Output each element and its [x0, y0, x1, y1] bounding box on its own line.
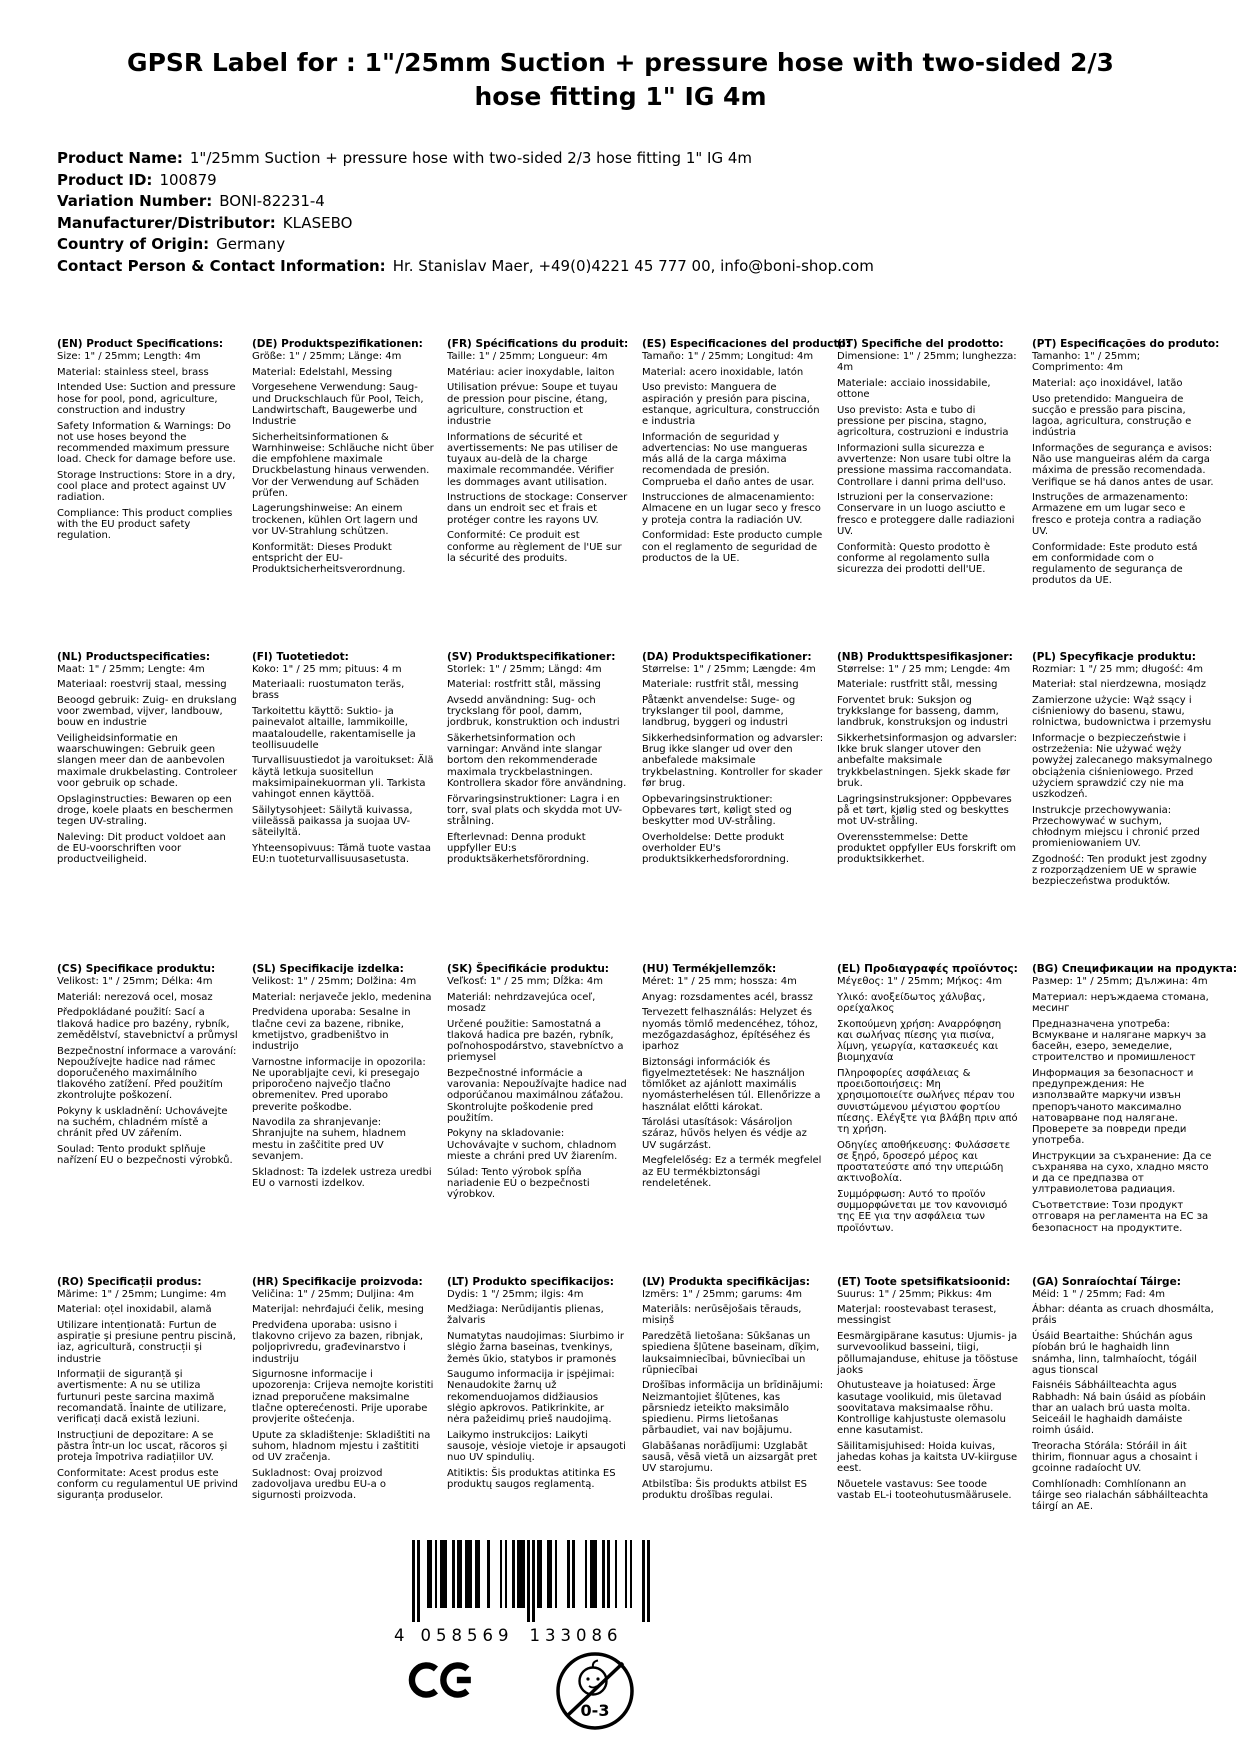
spec-paragraph: Koko: 1" / 25 mm; pituus: 4 m [252, 663, 402, 675]
ce-mark-icon [408, 1658, 472, 1706]
spec-paragraph: Pokyny na skladovanie: Uchovávajte v suchom, chladnom mieste a chráni pred UV žiarením. [447, 1128, 618, 1162]
spec-paragraph: Sigurnosne informacije i upozorenja: Crijeva nemojte koristiti iznad preporučene maksimalne tlačne opterećenosti. Prije uporabe provjerite oštećenja. [252, 1369, 434, 1426]
product-info [57, 148, 874, 277]
spec-paragraph: Ábhar: déanta as cruach dhosmálta, práis [1032, 1304, 1214, 1327]
spec-paragraph: Größe: 1" / 25mm; Länge: 4m [252, 351, 402, 362]
spec-paragraph: Predviđena uporaba: usisno i tlakovno crijevo za bazen, ribnjak, poljoprivredu, građevinarstvo i industriju [252, 1319, 424, 1365]
spec-heading: (EL) Προδιαγραφές προϊόντος: [837, 963, 1018, 975]
spec-paragraph: Información de seguridad y advertencias: No use mangueras más allá de la carga máxima recomendada de presión. Comprueba el daño antes de usar. [642, 431, 815, 488]
spec-paragraph: Uso previsto: Manguera de aspiración y presión para piscina, estanque, agricultura, construcción e industria [642, 382, 820, 428]
spec-paragraph: Méid: 1 " / 25mm; Fad: 4m [1032, 1288, 1166, 1300]
product-info-value: BONI-82231-4 [219, 192, 325, 210]
barcode-bar [647, 1540, 650, 1622]
spec-paragraph: Предназначена употреба: Всмукване и налягане маркуч за басейн, езеро, земеделие, строителство и промишленост [1032, 1018, 1207, 1064]
spec-paragraph: Glabāšanas norādījumi: Uzglabāt sausā, vēsā vietā un aizsargāt pret UV starojumu. [642, 1440, 818, 1475]
spec-paragraph: Yhteensopivuus: Tämä tuote vastaa EU:n tuoteturvallisuusasetusta. [252, 842, 431, 866]
spec-paragraph: Súlad: Tento výrobok spĺňa nariadenie EÚ o bezpečnosti výrobkov. [447, 1166, 590, 1200]
spec-paragraph: Úsáid Beartaithe: Shúchán agus píobán brú le haghaidh linn snámha, linn, talmhaíocht, tógáil agus tionscal [1032, 1331, 1197, 1376]
spec-heading: (CS) Specifikace produktu: [57, 963, 216, 975]
spec-paragraph: Lagringsinstruksjoner: Oppbevares på et tørt, kjølig sted og beskyttes mot UV-stråling. [837, 793, 1012, 827]
spec-paragraph: Opbevaringsinstruktioner: Opbevares tørt, køligt sted og beskytter mod UV-stråling. [642, 793, 792, 827]
spec-paragraph: Tervezett felhasználás: Helyzet és nyomás tömlő medencéhez, tóhoz, mezőgazdasághoz, építéséhez és iparhoz [642, 1007, 818, 1053]
barcode-digits [394, 1626, 674, 1645]
spec-paragraph: Opslaginstructies: Bewaren op een droge, koele plaats en beschermen tegen UV-straling. [57, 793, 234, 827]
spec-paragraph: Compliance: This product complies with the EU product safety regulation. [57, 507, 233, 542]
spec-paragraph: Bezpečnostní informace a varování: Nepoužívejte hadice nad rámec doporučeného maximálního tlakového zatížení. Před použitím zkontrolujte poškození. [57, 1045, 237, 1102]
spec-paragraph: Informações de segurança e avisos: Não use mangueiras além da carga máxima de pressão recomendada. Verifique se há danos antes de usar. [1032, 442, 1214, 488]
spec-paragraph: Upute za skladištenje: Skladištiti na suhom, hladnom mjestu i zaštititi od UV zračenja. [252, 1429, 431, 1464]
spec-paragraph: Veiligheidsinformatie en waarschuwingen: Gebruik geen slangen meer dan de aanbevolen maximale drukbelasting. Controleer voor gebruik op schade. [57, 733, 238, 789]
spec-heading: (SK) Špecifikácie produktu: [447, 963, 610, 975]
spec-paragraph: Turvallisuustiedot ja varoitukset: Älä käytä letkuja suositellun maksimipainekuorman yli. Tarkista vahingot ennen käyttöä. [252, 755, 434, 801]
spec-paragraph: Treoracha Stórála: Stóráil in áit thirim, fionnuar agus a chosaint i gcoinne radaíocht UV. [1032, 1440, 1198, 1475]
spec-paragraph: Sukladnost: Ovaj proizvod zadovoljava uredbu EU-a o sigurnosti proizvoda. [252, 1467, 387, 1502]
spec-paragraph: Vorgesehene Verwendung: Saug- und Druckschlauch für Pool, Teich, Landwirtschaft, Baugewerbe und Industrie [252, 382, 424, 428]
spec-paragraph: Zgodność: Ten produkt jest zgodny z rozporządzeniem UE w sprawie bezpieczeństwa produktów. [1032, 854, 1207, 888]
spec-paragraph: Laikymo instrukcijos: Laikyti sausoje, vėsioje vietoje ir apsaugoti nuo UV spindulių. [447, 1429, 626, 1464]
spec-heading: (FR) Spécifications du produit: [447, 338, 629, 350]
spec-paragraph: Předpokládané použití: Sací a tlaková hadice pro bazény, rybník, zemědělství, stavebnictví a průmysl [57, 1007, 238, 1041]
barcode-digits-right-group: 133086 [529, 1626, 623, 1645]
spec-paragraph: Dydis: 1 "/ 25mm; ilgis: 4m [447, 1288, 584, 1300]
spec-block-it [837, 338, 1032, 651]
spec-paragraph: Efterlevnad: Denna produkt uppfyller EU:s produktsäkerhetsförordning. [447, 831, 590, 866]
spec-paragraph: Taille: 1" / 25mm; Longueur: 4m [447, 351, 608, 362]
spec-heading: (ES) Especificaciones del producto: [642, 338, 850, 350]
spec-block-fi [252, 651, 447, 964]
age-warning-0-3-icon [554, 1650, 636, 1736]
spec-paragraph: Размер: 1" / 25mm; Дължина: 4m [1032, 976, 1208, 987]
product-info-label: Product ID: [57, 170, 153, 189]
spec-paragraph: Säilitamisjuhised: Hoida kuivas, jahedas kohas ja kaitsta UV-kiirguse eest. [837, 1440, 1018, 1475]
spec-block-ga [1032, 1276, 1227, 1589]
spec-paragraph: Ohutusteave ja hoiatused: Ärge kasutage voolikuid, mis ületavad soovitatava maksimaalse rõhu. Kontrollige kahjustuste olemasolu enne kasutamist. [837, 1380, 1006, 1437]
spec-paragraph: Konformität: Dieses Produkt entspricht der EU-Produktsicherheitsverordnung. [252, 541, 406, 575]
spec-block-fr [447, 338, 642, 651]
spec-heading: (NL) Productspecificaties: [57, 650, 211, 663]
spec-heading: (SV) Produktspecifikationer: [447, 650, 616, 663]
spec-paragraph: Conformidade: Este produto está em conformidade com o regulamento de segurança de produtos da UE. [1032, 541, 1198, 587]
spec-heading: (RO) Specificații produs: [57, 1275, 202, 1288]
spec-paragraph: Informacje o bezpieczeństwie i ostrzeżenia: Nie używać węży powyżej zalecanego maksymalnego obciążenia ciśnieniowego. Przed użyciem sprawdzić czy nie ma uszkodzeń. [1032, 733, 1213, 801]
spec-paragraph: Material: oțel inoxidabil, alamă [57, 1304, 212, 1316]
spec-paragraph: Navodila za shranjevanje: Shranjujte na suhem, hladnem mestu in zaščitite pred UV sevanjem. [252, 1117, 407, 1162]
spec-block-ro [57, 1276, 252, 1589]
spec-block-pt [1032, 338, 1227, 651]
spec-paragraph: Atitiktis: Šis produktas atitinka ES produktų saugos reglamentą. [447, 1467, 616, 1491]
spec-paragraph: Suurus: 1" / 25mm; Pikkus: 4m [837, 1288, 992, 1300]
spec-heading: (FI) Tuotetiedot: [252, 650, 349, 663]
spec-paragraph: Uso pretendido: Mangueira de sucção e pressão para piscina, lagoa, agricultura, construção e indústria [1032, 393, 1192, 439]
spec-paragraph: Overholdelse: Dette produkt overholder EU's produktsikkerhedsforordning. [642, 831, 790, 866]
spec-paragraph: Pokyny k uskladnění: Uchovávejte na suchém, chladném místě a chránit před UV zářením. [57, 1106, 228, 1140]
spec-paragraph: Materjal: roostevabast terasest, messingist [837, 1304, 997, 1327]
spec-heading: (IT) Specifiche del prodotto: [837, 338, 1004, 350]
spec-paragraph: Påtænkt anvendelse: Suge- og trykslanger til pool, damme, landbrug, byggeri og industri [642, 694, 796, 729]
spec-paragraph: Materiaal: roestvrij staal, messing [57, 679, 227, 691]
spec-heading: (EN) Product Specifications: [57, 338, 224, 350]
product-info-row [57, 170, 874, 192]
spec-paragraph: Storlek: 1" / 25mm; Längd: 4m [447, 663, 602, 675]
spec-paragraph: Material: Edelstahl, Messing [252, 366, 393, 378]
spec-paragraph: Velikost: 1" / 25mm; Délka: 4m [57, 976, 213, 987]
spec-paragraph: Instructions de stockage: Conserver dans un endroit sec et frais et protéger contre les rayons UV. [447, 492, 628, 526]
spec-paragraph: Určené použitie: Samostatná a tlaková hadica pre bazén, rybník, poľnohospodárstvo, stavebníctvo a priemysel [447, 1018, 624, 1064]
spec-paragraph: Instruções de armazenamento: Armazene em um lugar seco e fresco e proteja contra a radiação UV. [1032, 492, 1202, 537]
spec-block-bg [1032, 963, 1238, 1276]
spec-paragraph: Säilytysohjeet: Säilytä kuivassa, viileässä paikassa ja suojaa UV-säteilyltä. [252, 804, 413, 839]
spec-heading: (PT) Especificações do produto: [1032, 338, 1220, 350]
spec-paragraph: Instrukcje przechowywania: Przechowywać w suchym, chłodnym miejscu i chronić przed promieniowaniem UV. [1032, 804, 1200, 850]
spec-paragraph: Medžiaga: Nerūdijantis plienas, žalvaris [447, 1304, 604, 1327]
spec-block-de [252, 338, 447, 651]
spec-block-pl [1032, 651, 1227, 964]
page-title-text: GPSR Label for : 1"/25mm Suction + pressure hose with two-sided 2/3 hose fitting 1" IG 4m [127, 48, 1114, 111]
spec-block-cs [57, 963, 252, 1276]
product-info-value: KLASEBO [282, 213, 353, 232]
spec-paragraph: Sikkerhetsinformasjon og advarsler: Ikke bruk slanger utover den anbefalte maksimale trykkbelastningen. Sjekk skade før bruk. [837, 733, 1017, 789]
spec-paragraph: Storage Instructions: Store in a dry, cool place and protect against UV radiation. [57, 469, 236, 504]
spec-block-nl [57, 651, 252, 964]
specs-grid [57, 338, 1238, 1588]
spec-paragraph: Material: aço inoxidável, latão [1032, 377, 1183, 389]
spec-paragraph: Eesmärgipärane kasutus: Ujumis- ja survevoolikud basseini, tiigi, põllumajanduse, ehituse ja tööstuse jaoks [837, 1331, 1019, 1376]
spec-heading: (PL) Specyfikacje produktu: [1032, 650, 1196, 663]
product-info-label: Manufacturer/Distributor: [57, 213, 276, 232]
product-info-label: Contact Person & Contact Information: [57, 256, 386, 275]
spec-heading: (LT) Produkto specifikacijos: [447, 1275, 614, 1288]
spec-paragraph: Informazioni sulla sicurezza e avvertenze: Non usare tubi oltre la pressione massima raccomandata. Controllare i danni prima dell'uso. [837, 442, 1012, 488]
spec-paragraph: Size: 1" / 25mm; Length: 4m [57, 351, 201, 362]
spec-paragraph: Istruzioni per la conservazione: Conservare in un luogo asciutto e fresco e proteggere dalle radiazioni UV. [837, 492, 1015, 537]
spec-paragraph: Nõuetele vastavus: See toode vastab EL-i tooteohutusmäärusele. [837, 1479, 1012, 1502]
spec-block-en [57, 338, 252, 651]
spec-paragraph: Materiál: nehrdzavejúca oceľ, mosadz [447, 991, 596, 1014]
spec-paragraph: Anyag: rozsdamentes acél, brassz [642, 991, 813, 1003]
product-info-value: 100879 [159, 170, 217, 189]
spec-block-hu [642, 963, 837, 1276]
spec-paragraph: Safety Information & Warnings: Do not use hoses beyond the recommended maximum pressure load. Check for damage before use. [57, 420, 236, 466]
spec-block-es [642, 338, 850, 651]
spec-paragraph: Instrucțiuni de depozitare: A se păstra într-un loc uscat, răcoros și proteja împotriva radiațiilor UV. [57, 1429, 228, 1464]
spec-paragraph: Informații de siguranță și avertismente: A nu se utiliza furtunuri peste sarcina maximă recomandată. Înainte de utilizare, verificați dacă există leziuni. [57, 1369, 227, 1426]
spec-paragraph: Tarkoitettu käyttö: Suktio- ja painevalot altaille, lammikoille, maataloudelle, rakentamiselle ja teollisuudelle [252, 706, 416, 751]
spec-paragraph: Informations de sécurité et avertissements: Ne pas utiliser de tuyaux au-delà de la charge maximale recommandée. Vérifier les dommages avant utilisation. [447, 431, 618, 488]
spec-paragraph: Tamaño: 1" / 25mm; Longitud: 4m [642, 351, 814, 362]
spec-paragraph: Numatytas naudojimas: Siurbimo ir slėgio žarna baseinas, tvenkinys, žemės ūkio, statybos ir pramonės [447, 1331, 625, 1365]
spec-paragraph: Faisnéis Sábháilteachta agus Rabhadh: Ná bain úsáid as píobáin thar an ualach brú uasta molta. Seiceáil le haghaidh damáiste roimh úsáid. [1032, 1380, 1206, 1437]
product-info-label: Variation Number: [57, 192, 213, 210]
spec-paragraph: Instrucciones de almacenamiento: Almacene en un lugar seco y fresco y proteja contra la radiación UV. [642, 492, 821, 526]
spec-paragraph: Uso previsto: Asta e tubo di pressione per piscina, stagno, agricoltura, costruzioni e industria [837, 404, 1009, 439]
spec-paragraph: Tamanho: 1" / 25mm; Comprimento: 4m [1032, 351, 1141, 374]
barcode-digits-left-group: 058569 [420, 1626, 514, 1645]
spec-paragraph: Πληροφορίες ασφάλειας & προειδοποιήσεις: Μη χρησιμοποιείτε σωλήνες πέραν του συνιστώμενου μέγιστου φορτίου πίεσης. Ελέγξτε για βλάβη πριν από τη χρήση. [837, 1067, 1018, 1135]
spec-paragraph: Soulad: Tento produkt splňuje nařízení EU o bezpečnosti výrobků. [57, 1144, 233, 1167]
spec-paragraph: Dimensione: 1" / 25mm; lunghezza: 4m [837, 351, 1017, 374]
spec-paragraph: Velikost: 1" / 25mm; Dolžina: 4m [252, 976, 417, 987]
spec-paragraph: Størrelse: 1" / 25mm; Længde: 4m [642, 663, 816, 675]
spec-paragraph: Σκοπούμενη χρήση: Αναρρόφηση και σωλήνας πίεσης για πισίνα, λίμνη, γεωργία, κατασκευές και βιομηχανία [837, 1018, 1002, 1064]
product-info-row [57, 191, 874, 213]
spec-paragraph: Biztonsági információk és figyelmeztetések: Ne használjon tömlőket az ajánlott maximális nyomásterhelésen túl. Ellenőrizze a használat előtti károkat. [642, 1056, 821, 1113]
product-info-label: Product Name: [57, 149, 183, 167]
spec-heading: (DE) Produktspezifikationen: [252, 338, 423, 350]
spec-block-da [642, 651, 837, 964]
product-info-row [57, 148, 874, 170]
spec-block-lv [642, 1276, 837, 1589]
spec-paragraph: Conformidad: Este producto cumple con el reglamento de seguridad de productos de la UE. [642, 530, 823, 564]
spec-paragraph: Bezpečnostné informácie a varovania: Nepoužívajte hadice nad odporúčanou maximálnou záťažou. Skontrolujte poškodenie pred použitím. [447, 1067, 627, 1124]
spec-paragraph: Materiał: stal nierdzewna, mosiądz [1032, 679, 1206, 691]
spec-paragraph: Инструкции за съхранение: Да се съхранява на сухо, хладно място и да се предпазва от ултравиолетова радиация. [1032, 1150, 1212, 1196]
product-info-value: 1"/25mm Suction + pressure hose with two-sided 2/3 hose fitting 1" IG 4m [189, 149, 753, 167]
spec-paragraph: Méret: 1" / 25 mm; hossza: 4m [642, 976, 797, 987]
spec-paragraph: Mărime: 1" / 25mm; Lungime: 4m [57, 1288, 227, 1300]
spec-paragraph: Информация за безопасност и предупреждения: Не използвайте маркучи извън препоръчаното максимално натоварване под налягане. Проверете за повреди преди употреба. [1032, 1067, 1194, 1147]
spec-paragraph: Materijal: nehrđajući čelik, mesing [252, 1304, 424, 1316]
spec-paragraph: Varnostne informacije in opozorila: Ne uporabljajte cevi, ki presegajo priporočeno največjo tlačno obremenitev. Pred uporabo preverite poškodbe. [252, 1056, 426, 1113]
spec-paragraph: Conformità: Questo prodotto è conforme al regolamento sulla sicurezza dei prodotti dell'UE. [837, 541, 991, 575]
spec-paragraph: Veličina: 1" / 25mm; Duljina: 4m [252, 1288, 414, 1300]
spec-paragraph: Utilisation prévue: Soupe et tuyau de pression pour piscine, étang, agriculture, construction et industrie [447, 382, 618, 428]
spec-paragraph: Predvidena uporaba: Sesalne in tlačne cevi za bazene, ribnike, kmetijstvo, gradbeništvo in industrijo [252, 1007, 411, 1053]
spec-paragraph: Rozmiar: 1 "/ 25 mm; długość: 4m [1032, 663, 1203, 675]
spec-paragraph: Maat: 1" / 25mm; Lengte: 4m [57, 663, 205, 675]
spec-block-nb [837, 651, 1032, 964]
spec-paragraph: Forventet bruk: Suksjon og trykkslange for basseng, damm, landbruk, konstruksjon og industri [837, 694, 1008, 729]
spec-paragraph: Matériau: acier inoxydable, laiton [447, 366, 615, 378]
spec-paragraph: Materiale: acciaio inossidabile, ottone [837, 377, 991, 401]
spec-paragraph: Saugumo informacija ir įspėjimai: Nenaudokite žarnų už rekomenduojamos didžiausios slėgio apkrovos. Patikrinkite, ar nėra pažeidimų prieš naudojimą. [447, 1369, 615, 1426]
spec-paragraph: Materiál: nerezová ocel, mosaz [57, 991, 213, 1003]
spec-paragraph: Paredzētā lietošana: Sūkšanas un spiediena šļūtene baseinam, dīķim, lauksaimniecībai, būvniecībai un rūpniecībai [642, 1331, 820, 1376]
product-info-value: Hr. Stanislav Maer, +49(0)4221 45 777 00, info@boni-shop.com [392, 256, 874, 275]
spec-paragraph: Beoogd gebruik: Zuig- en drukslang voor zwembad, vijver, landbouw, bouw en industrie [57, 694, 237, 729]
spec-paragraph: Zamierzone użycie: Wąż ssący i ciśnieniowy do basenu, stawu, rolnictwa, budownictwa i przemysłu [1032, 694, 1212, 729]
product-info-label: Country of Origin: [57, 235, 210, 253]
spec-paragraph: Material: rostfritt stål, mässing [447, 679, 601, 691]
spec-paragraph: Avsedd användning: Sug- och tryckslang för pool, damm, jordbruk, konstruktion och industri [447, 694, 620, 729]
spec-paragraph: Størrelse: 1" / 25 mm; Lengde: 4m [837, 663, 1011, 675]
spec-paragraph: Υλικό: ανοξείδωτος χάλυβας, ορείχαλκος [837, 991, 986, 1014]
barcode-digit-first: 4 [394, 1626, 405, 1645]
spec-block-el [837, 963, 1032, 1276]
spec-block-sl [252, 963, 447, 1276]
spec-paragraph: Intended Use: Suction and pressure hose for pool, pond, agriculture, construction and industry [57, 382, 236, 416]
spec-heading: (ET) Toote spetsifikatsioonid: [837, 1275, 1011, 1288]
spec-block-sv [447, 651, 642, 964]
spec-paragraph: Megfelelőség: Ez a termék megfelel az EU termékbiztonsági rendeletének. [642, 1155, 822, 1189]
spec-heading: (NB) Produkttspesifikasjoner: [837, 650, 1013, 663]
spec-paragraph: Material: stainless steel, brass [57, 366, 209, 378]
spec-paragraph: Sicherheitsinformationen & Warnhinweise: Schläuche nicht über die empfohlene maximale Druckbelastung hinaus verwenden. Vor der Verwendung auf Schäden prüfen. [252, 431, 434, 499]
spec-paragraph: Atbilstība: Šis produkts atbilst ES produktu drošības regulai. [642, 1479, 808, 1502]
spec-paragraph: Utilizare intenționată: Furtun de aspirație și presiune pentru piscină, iaz, agricultură, construcții și industrie [57, 1319, 236, 1365]
spec-heading: (BG) Спецификации на продукта: [1032, 963, 1238, 975]
spec-paragraph: Material: acero inoxidable, latón [642, 366, 804, 378]
spec-paragraph: Съответствие: Този продукт отговаря на регламента на ЕС за безопасност на продуктите. [1032, 1200, 1209, 1234]
spec-block-et [837, 1276, 1032, 1589]
spec-paragraph: Skladnost: Ta izdelek ustreza uredbi EU o varnosti izdelkov. [252, 1166, 432, 1189]
spec-paragraph: Conformité: Ce produit est conforme au règlement de l'UE sur la sécurité des produits. [447, 530, 622, 564]
spec-paragraph: Materiaali: ruostumaton teräs, brass [252, 679, 405, 702]
spec-paragraph: Förvaringsinstruktioner: Lagra i en torr, sval plats och skydda mot UV-strålning. [447, 793, 623, 827]
spec-paragraph: Veľkosť: 1" / 25 mm; Dĺžka: 4m [447, 976, 603, 987]
spec-paragraph: Tárolási utasítások: Vásároljon száraz, hűvös helyen és védje az UV sugárzást. [642, 1117, 807, 1151]
product-info-row [57, 234, 874, 256]
ean13-barcode [412, 1540, 650, 1622]
product-info-row [57, 213, 874, 235]
spec-block-sk [447, 963, 642, 1276]
spec-paragraph: Συμμόρφωση: Αυτό το προϊόν συμμορφώνεται με τον κανονισμό της ΕΕ για την ασφάλεια των προϊόντων. [837, 1188, 1008, 1234]
spec-paragraph: Comhlíonadh: Comhlíonann an táirge seo rialachán sábháilteachta táirgí an AE. [1032, 1479, 1209, 1513]
spec-paragraph: Conformitate: Acest produs este conform cu regulamentul UE privind siguranța produselor. [57, 1467, 238, 1502]
spec-paragraph: Materiale: rustfritt stål, messing [837, 679, 998, 691]
spec-heading: (SL) Specifikacije izdelka: [252, 963, 404, 975]
page-title [0, 46, 1241, 114]
age-warning-label: 0-3 [580, 1701, 610, 1720]
spec-paragraph: Sikkerhedsinformation og advarsler: Brug ikke slanger ud over den anbefalede maksimale trykbelastning. Kontroller for skader før brug. [642, 733, 824, 789]
spec-paragraph: Материал: неръждаема стомана, месинг [1032, 991, 1209, 1014]
spec-paragraph: Overensstemmelse: Dette produktet oppfyller EUs forskrift om produktsikkerhet. [837, 831, 1017, 866]
spec-heading: (DA) Produktspecifikationer: [642, 650, 812, 663]
spec-paragraph: Μέγεθος: 1" / 25mm; Μήκος: 4m [837, 976, 1002, 987]
spec-heading: (HU) Termékjellemzők: [642, 963, 777, 975]
spec-heading: (GA) Sonraíochtaí Táirge: [1032, 1275, 1181, 1288]
spec-paragraph: Material: nerjaveče jeklo, medenina [252, 991, 432, 1003]
spec-paragraph: Οδηγίες αποθήκευσης: Φυλάσσετε σε ξηρό, δροσερό μέρος και προστατεύστε από την υπεριώδη ακτινοβολία. [837, 1139, 1011, 1185]
spec-paragraph: Materiāls: nerūsējošais tērauds, misiņš [642, 1304, 802, 1327]
spec-paragraph: Izmērs: 1" / 25mm; garums: 4m [642, 1288, 802, 1300]
product-info-row [57, 256, 874, 278]
spec-paragraph: Materiale: rustfrit stål, messing [642, 679, 799, 691]
spec-heading: (HR) Specifikacije proizvoda: [252, 1275, 423, 1288]
spec-heading: (LV) Produkta specifikācijas: [642, 1275, 810, 1288]
product-info-value: Germany [216, 235, 286, 253]
spec-paragraph: Naleving: Dit product voldoet aan de EU-voorschriften voor productveiligheid. [57, 831, 226, 866]
spec-paragraph: Drošības informācija un brīdinājumi: Neizmantojiet šļūtenes, kas pārsniedz ieteikto maksimālo spiedienu. Pirms lietošanas pārbaudiet, vai nav bojājumu. [642, 1380, 824, 1437]
spec-paragraph: Lagerungshinweise: An einem trockenen, kühlen Ort lagern und vor UV-Strahlung schützen. [252, 503, 418, 537]
spec-paragraph: Säkerhetsinformation och varningar: Använd inte slangar bortom den rekommenderade maximala tryckbelastningen. Kontrollera skador före användning. [447, 733, 627, 789]
